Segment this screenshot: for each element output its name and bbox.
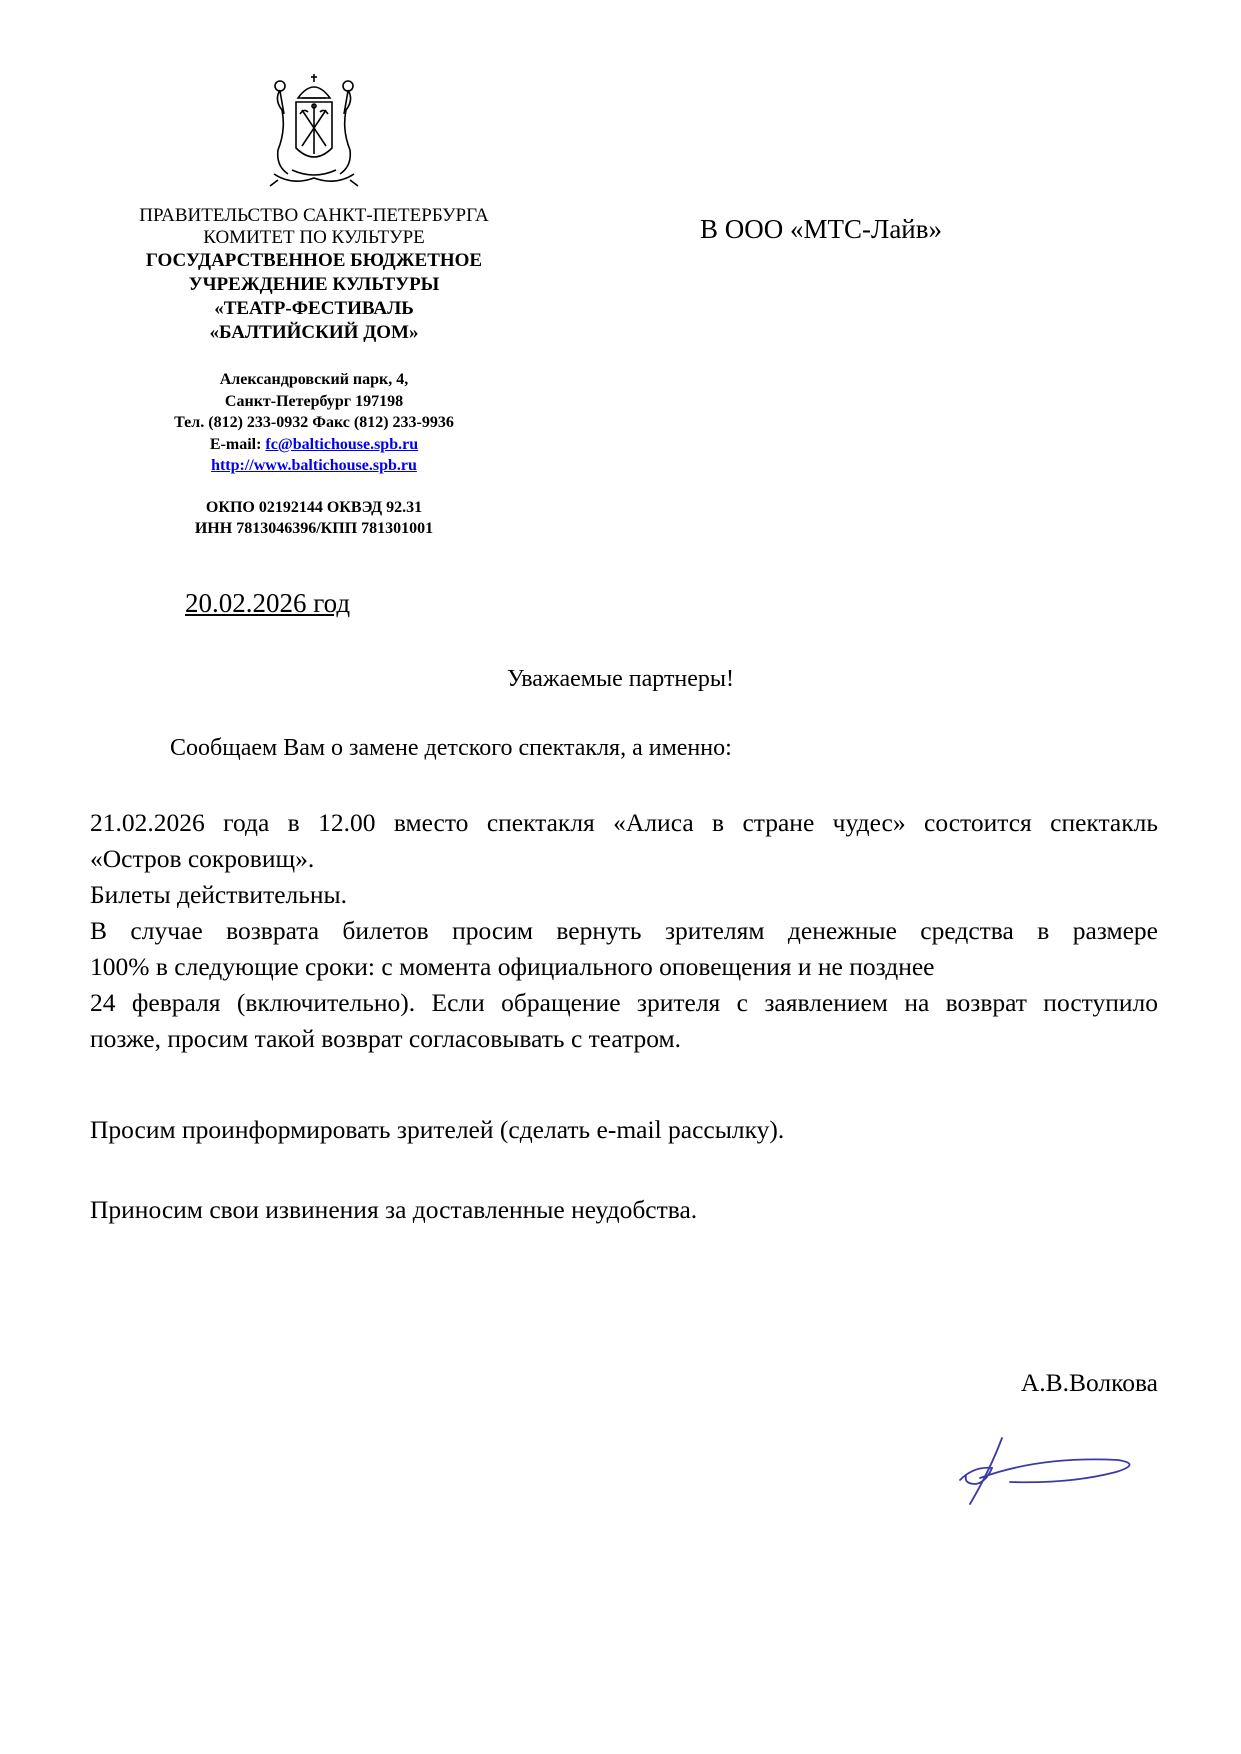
website-link[interactable]: http://www.baltichouse.spb.ru	[211, 457, 417, 474]
codes-line-1: ОКПО 02192144 ОКВЭД 92.31	[205, 498, 423, 516]
body-line-3: Билеты действительны.	[90, 880, 348, 909]
committee-name: КОМИТЕТ ПО КУЛЬТУРЕ	[203, 227, 425, 248]
address-line-1: Александровский парк, 4,	[219, 371, 409, 388]
letterhead	[110, 205, 518, 540]
request-paragraph: Просим проинформировать зрителей (сделать e-mail рассылку).	[90, 1115, 785, 1144]
letter-body	[90, 805, 1158, 1057]
greeting: Уважаемые партнеры!	[506, 666, 735, 692]
body-line-5: 100% в следующие сроки: с момента официального оповещения и не позднее	[90, 952, 935, 981]
email-label: E-mail:	[209, 435, 266, 453]
body-line-7: позже, просим такой возврат согласовывать с театром.	[90, 1024, 682, 1053]
recipient: В ООО «МТС-Лайв»	[700, 214, 942, 244]
letter-date: 20.02.2026 год	[185, 588, 351, 618]
body-line-1: 21.02.2026 года в 12.00 вместо спектакля «Алиса в стране чудес» состоится спектакль	[90, 808, 1158, 837]
coat-of-arms-icon	[262, 70, 366, 190]
org-name-line-4: «БАЛТИЙСКИЙ ДОМ»	[209, 322, 419, 343]
org-name-line-3: «ТЕАТР-ФЕСТИВАЛЬ	[214, 298, 414, 319]
codes-line-2: ИНН 7813046396/КПП 781301001	[194, 520, 434, 537]
body-line-2: «Остров сокровищ».	[90, 844, 315, 873]
phones: Тел. (812) 233-0932 Факс (812) 233-9936	[174, 414, 454, 431]
body-line-4: В случае возврата билетов просим вернуть зрителям денежные средства в размере	[90, 916, 1158, 945]
address-line-2: Санкт-Петербург 197198	[224, 392, 404, 410]
org-name-line-1: ГОСУДАРСТВЕННОЕ БЮДЖЕТНОЕ	[145, 250, 483, 271]
body-line-6: 24 февраля (включительно). Если обращение зрителя с заявлением на возврат поступило	[90, 988, 1158, 1017]
apology-paragraph: Приносим свои извинения за доставленные неудобства.	[90, 1195, 698, 1224]
email-link[interactable]: fc@baltichouse.spb.ru	[265, 435, 419, 453]
email-line	[110, 434, 518, 456]
intro-paragraph: Сообщаем Вам о замене детского спектакля, а именно:	[170, 735, 732, 761]
signer-name: А.В.Волкова	[1020, 1368, 1158, 1397]
website-line	[110, 455, 518, 477]
org-name-line-2: УЧРЕЖДЕНИЕ КУЛЬТУРЫ	[188, 274, 440, 295]
signature-icon	[940, 1430, 1160, 1510]
government-name: ПРАВИТЕЛЬСТВО САНКТ-ПЕТЕРБУРГА	[139, 205, 489, 226]
